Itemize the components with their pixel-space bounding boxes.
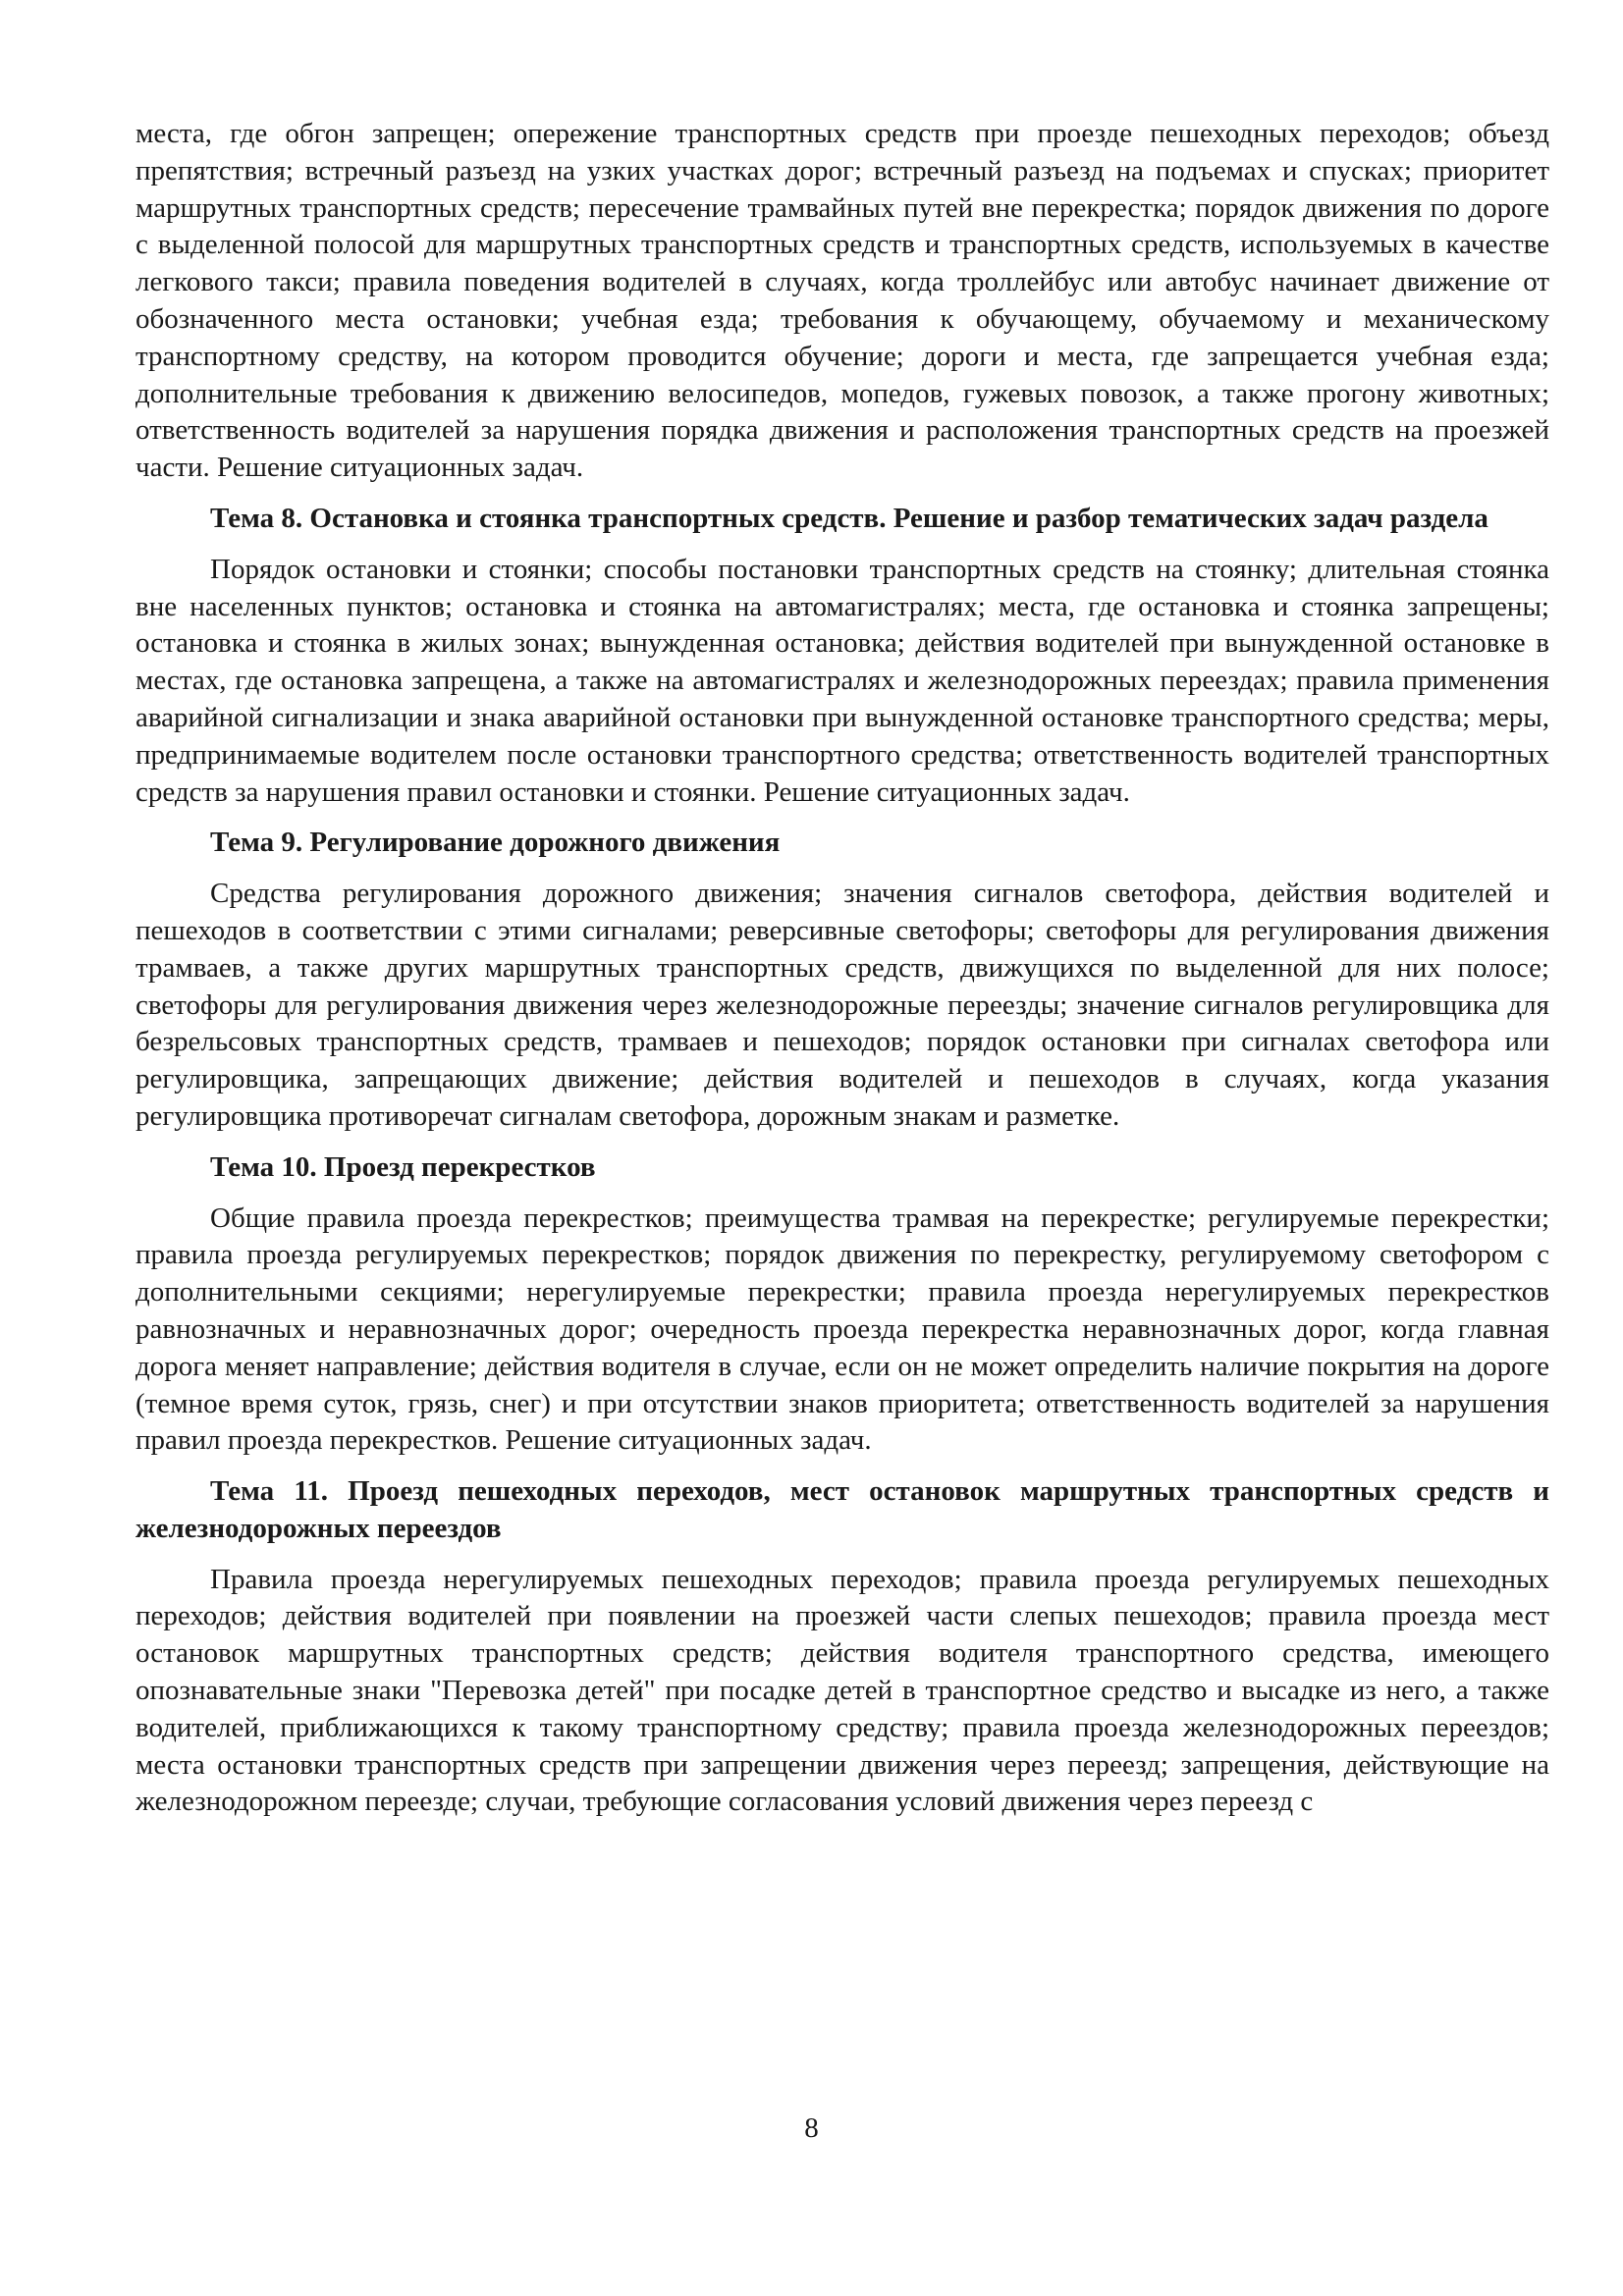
document-page: [135, 116, 1549, 1821]
section-body-topic-10: Общие правила проезда перекрестков; преимущества трамвая на перекрестке; регулируемые перекрестки; правила проезда регулируемых перекрестков; порядок движения по перекрестку, регулируемому светофором с дополнительными секциями; нерегулируемые перекрестки; правила проезда нерегулируемых перекрестков равнозначных и неравнозначных дорог; очередность проезда перекрестка неравнозначных дорог, когда главная дорога меняет направление; действия водителя в случае, если он не может определить наличие покрытия на дороге (темное время суток, грязь, снег) и при отсутствии знаков приоритета; ответственность водителей за нарушения правил проезда перекрестков. Решение ситуационных задач.: [135, 1201, 1549, 1457]
section-body-topic-11: Правила проезда нерегулируемых пешеходных переходов; правила проезда регулируемых пешеходных переходов; действия водителей при появлении на проезжей части слепых пешеходов; правила проезда мест остановок маршрутных транспортных средств; действия водителя транспортного средства, имеющего опознавательные знаки "Перевозка детей" при посадке детей в транспортное средство и высадке из него, а также водителей, приближающихся к такому транспортному средству; правила проезда железнодорожных переездов; места остановки транспортных средств при запрещении движения через переезд; запрещения, действующие на железнодорожном переезде; случаи, требующие согласования условий движения через переезд с: [135, 1563, 1549, 1818]
section-heading-topic-11: Тема 11. Проезд пешеходных переходов, мест остановок маршрутных транспортных средств и железнодорожных переездов: [135, 1475, 1549, 1544]
section-body-topic-9: Средства регулирования дорожного движения; значения сигналов светофора, действия водителей и пешеходов в соответствии с этими сигналами; реверсивные светофоры; светофоры для регулирования движения трамваев, а также других маршрутных транспортных средств, движущихся по выделенной для них полосе; светофоры для регулирования движения через железнодорожные переезды; значение сигналов регулировщика для безрельсовых транспортных средств, трамваев и пешеходов; порядок остановки при сигналах светофора или регулировщика, запрещающих движение; действия водителей и пешеходов в случаях, когда указания регулировщика противоречат сигналам светофора, дорожным знакам и разметке.: [135, 878, 1549, 1132]
intro-paragraph: места, где обгон запрещен; опережение транспортных средств при проезде пешеходных переходов; объезд препятствия; встречный разъезд на узких участках дорог; встречный разъезд на подъемах и спусках; приоритет маршрутных транспортных средств; пересечение трамвайных путей вне перекрестка; порядок движения по дороге с выделенной полосой для маршрутных транспортных средств и транспортных средств, используемых в качестве легкового такси; правила поведения водителей в случаях, когда троллейбус или автобус начинает движение от обозначенного места остановки; учебная езда; требования к обучающему, обучаемому и механическому транспортному средству, на котором проводится обучение; дороги и места, где запрещается учебная езда; дополнительные требования к движению велосипедов, мопедов, гужевых повозок, а также прогону животных; ответственность водителей за нарушения порядка движения и расположения транспортных средств на проезжей части. Решение ситуационных задач.: [135, 118, 1549, 484]
page-number: 8: [804, 2112, 819, 2144]
section-heading-topic-8: Тема 8. Остановка и стоянка транспортных средств. Решение и разбор тематических задач раздела: [210, 502, 1488, 534]
section-heading-topic-9: Тема 9. Регулирование дорожного движения: [210, 827, 781, 859]
section-heading-topic-10: Тема 10. Проезд перекрестков: [210, 1150, 596, 1183]
section-body-topic-8: Порядок остановки и стоянки; способы постановки транспортных средств на стоянку; длительная стоянка вне населенных пунктов; остановка и стоянка на автомагистралях; места, где остановка и стоянка запрещены; остановка и стоянка в жилых зонах; вынужденная остановка; действия водителей при вынужденной остановке в местах, где остановка запрещена, а также на автомагистралях и железнодорожных переездах; правила применения аварийной сигнализации и знака аварийной остановки при вынужденной остановке транспортного средства; меры, предпринимаемые водителем после остановки транспортного средства; ответственность водителей транспортных средств за нарушения правил остановки и стоянки. Решение ситуационных задач.: [135, 553, 1549, 808]
